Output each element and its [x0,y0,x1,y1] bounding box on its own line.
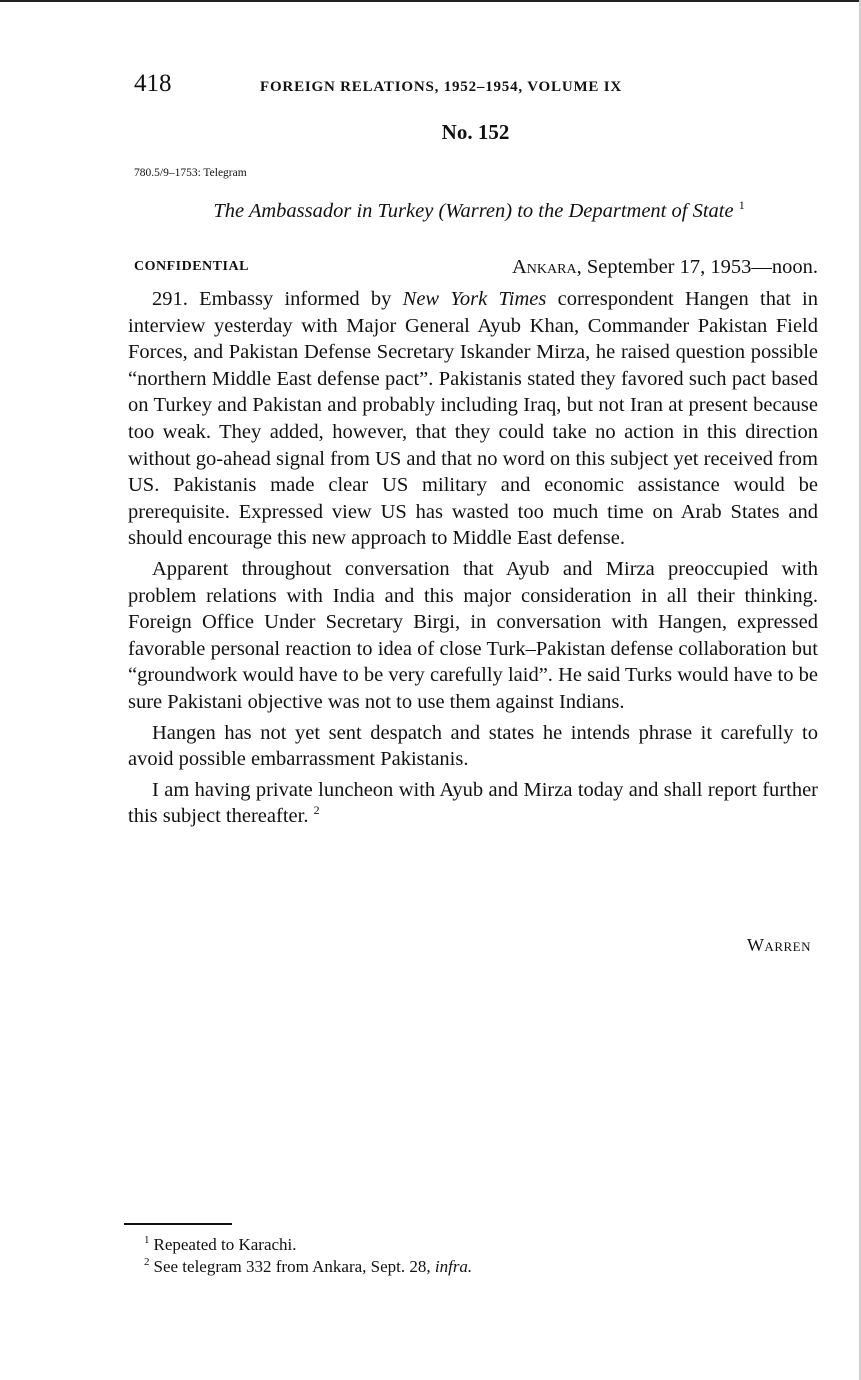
page-number: 418 [134,70,172,97]
newspaper-title: New York Times [402,288,547,310]
dateline-date: , September 17, 1953—noon. [576,256,818,278]
telegram-body [128,286,818,834]
paragraph-2: Apparent throughout conversation that Ayub and Mirza preoccupied with problem relations with India and this major consideration in all their thinking. Foreign Office Under Secretary Birgi, in conversation with Hangen, expressed favorable personal reaction to idea of close Turk–Pakistan defense collaboration but “groundwork would have to be very carefully laid”. He said Turks would have to be sure Pakistani objective was not to use them against Indians. [128,557,818,713]
paragraph-4 [128,777,818,830]
document-heading [134,200,824,223]
footnote-1-text: Repeated to Karachi. [153,1235,297,1254]
heading-text: The Ambassador in Turkey (Warren) to the Department of State [213,200,734,222]
page-top-edge [0,0,861,2]
footnote-2-infra: infra. [434,1257,473,1276]
volume-title: FOREIGN RELATIONS, 1952–1954, VOLUME IX [260,79,623,95]
footnote-2-marker: 2 [144,1256,150,1269]
paragraph-1-start: 291. Embassy informed by [152,288,403,310]
paragraph-3: Hangen has not yet sent despatch and states he intends phrase it carefully to avoid possible embarrassment Pakistanis. [128,721,818,771]
paragraph-1-rest: correspondent Hangen that in interview yesterday with Major General Ayub Khan, Commander Pakistan Field Forces, and Pakistan Defense Secretary Iskander Mirza, he raised question possible “northern Middle East defense pact”. Pakistanis stated they favored such pact based on Turkey and Pakistan and probably including Iraq, but not Iran at present because too weak. They added, however, that they could take no action in this direction without go-ahead signal from US and that no word on this subject yet received from US. Pakistanis made clear US military and economic assistance would be prerequisite. Expressed view US has wasted too much time on Arab States and should encourage this new approach to Middle East defense. [128,288,819,550]
dateline [512,256,818,279]
footnote-2-text: See telegram 332 from Ankara, Sept. 28, [153,1257,435,1276]
classification: CONFIDENTIAL [134,259,249,274]
running-head [134,70,824,102]
source-note: 780.5/9–1753: Telegram [134,167,247,179]
dateline-city: Ankara [511,256,577,278]
footnote-divider [124,1223,232,1225]
footnote-1 [144,1234,814,1256]
signature: Warren [746,935,811,955]
paragraph-4-footnote-ref[interactable]: 2 [313,803,320,818]
paragraph-4-text: I am having private luncheon with Ayub and Mirza today and shall report further this subject thereafter. [128,778,818,828]
footnote-2 [144,1256,814,1278]
footnote-1-marker: 1 [144,1234,150,1247]
document-number: No. 152 [441,120,510,144]
paragraph-1 [128,286,818,552]
heading-footnote-ref[interactable]: 1 [738,198,745,213]
footnotes [144,1234,814,1278]
